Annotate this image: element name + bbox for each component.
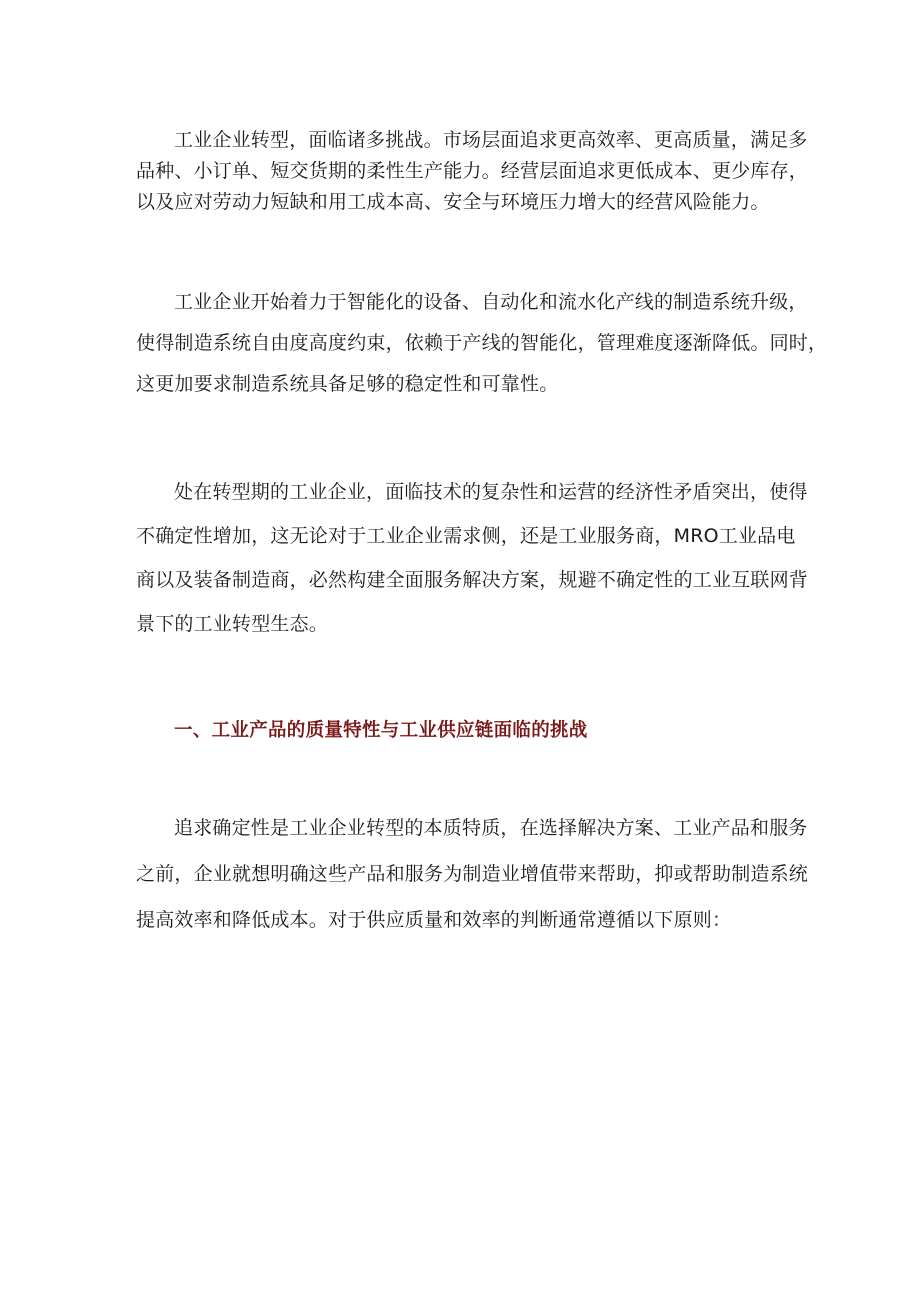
paragraph-3: [136, 480, 809, 638]
paragraph-4-line-3: 提高效率和降低成本。对于供应质量和效率的判断通常遵循以下原则：: [136, 909, 732, 931]
paragraph-3-line-1: 处在转型期的工业企业，面临技术的复杂性和运营的经济性矛盾突出，使得: [174, 481, 808, 503]
paragraph-1-line-2: 品种、小订单、短交货期的柔性生产能力。经营层面追求更低成本、更少库存，: [136, 160, 809, 182]
paragraph-4-line-1: 追求确定性是工业企业转型的本质特质，在选择解决方案、工业产品和服务: [174, 817, 808, 839]
paragraph-1-line-3: 以及应对劳动力短缺和用工成本高、安全与环境压力增大的经营风险能力。: [136, 191, 770, 213]
section-heading: 一、工业产品的质量特性与工业供应链面临的挑战: [174, 720, 588, 741]
paragraph-3-line-2: 不确定性增加，这无论对于工业企业需求侧，还是工业服务商，MRO工业品电: [136, 525, 796, 547]
paragraph-3-line-4: 景下的工业转型生态。: [136, 613, 329, 635]
paragraph-2: [136, 290, 828, 402]
paragraph-4-line-2: 之前，企业就想明确这些产品和服务为制造业增值带来帮助，抑或帮助制造系统: [136, 863, 809, 885]
paragraph-3-line-3: 商以及装备制造商，必然构建全面服务解决方案，规避不确定性的工业互联网背: [136, 569, 809, 591]
paragraph-1-line-1: 工业企业转型，面临诸多挑战。市场层面追求更高效率、更高质量，满足多: [174, 129, 808, 151]
paragraph-2-line-3: 这更加要求制造系统具备足够的稳定性和可靠性。: [136, 373, 559, 395]
paragraph-2-line-2: 使得制造系统自由度高度约束，依赖于产线的智能化，管理难度逐渐降低。同时，: [136, 332, 828, 354]
paragraph-1: [136, 128, 809, 220]
paragraph-2-line-1: 工业企业开始着力于智能化的设备、自动化和流水化产线的制造系统升级，: [174, 291, 808, 313]
paragraph-4: [136, 816, 809, 936]
